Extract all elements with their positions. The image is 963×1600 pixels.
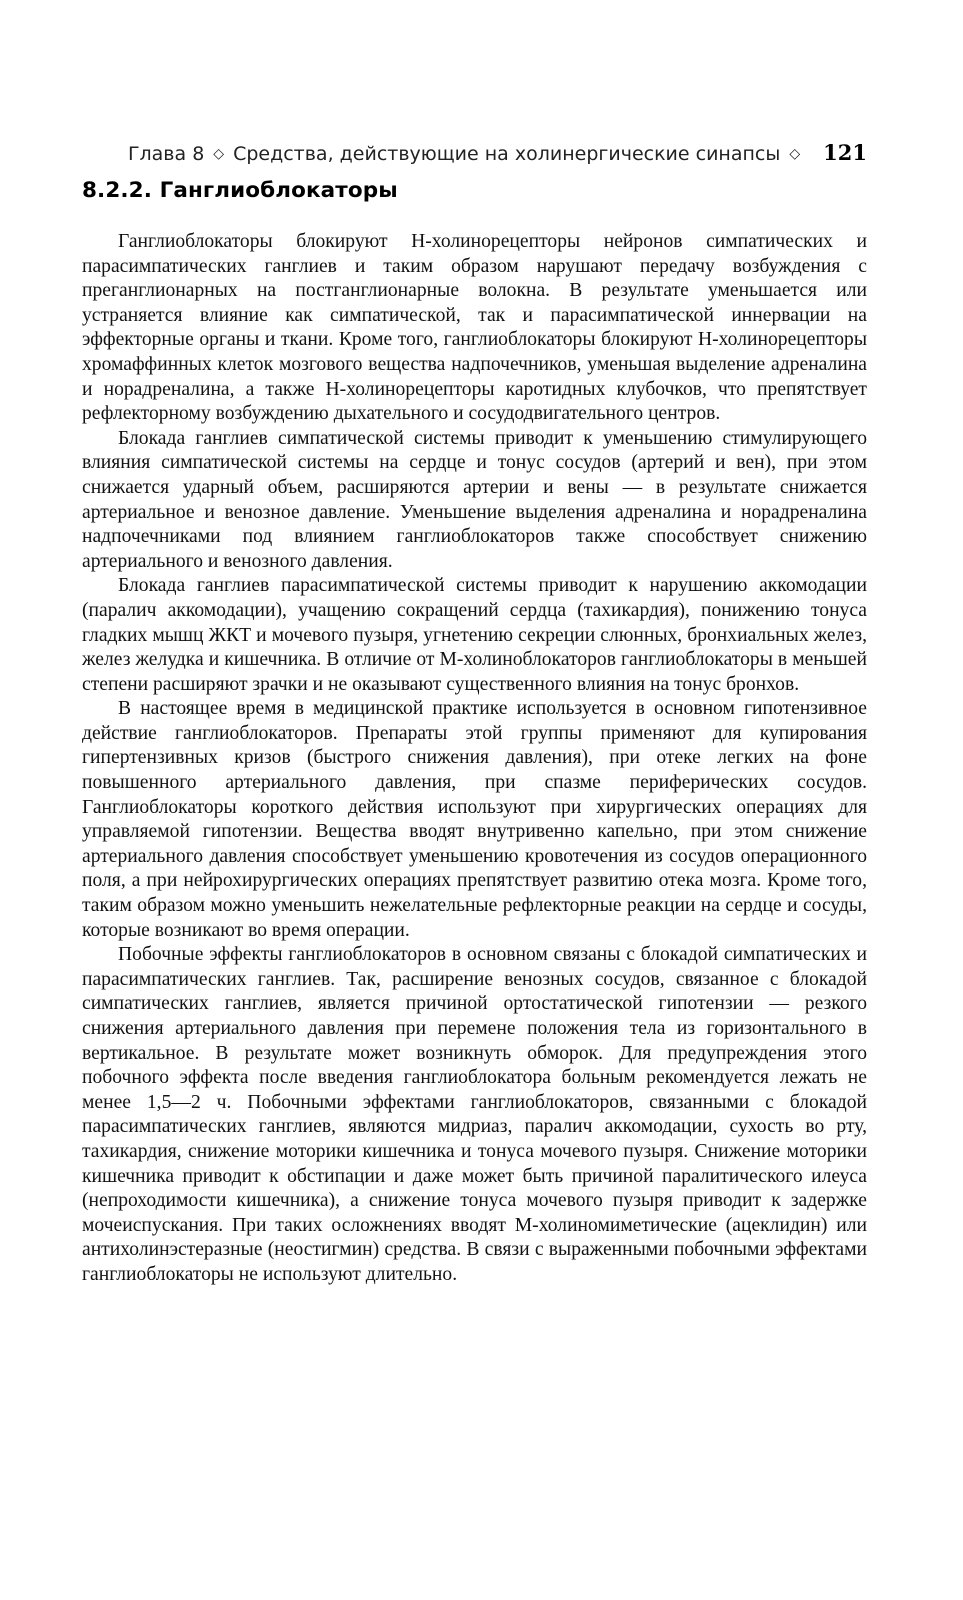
section-title: 8.2.2. Ганглиоблокаторы [82,178,398,203]
book-page [82,140,867,1288]
diamond-separator-icon: ◇ [213,146,225,162]
chapter-subject: Средства, действующие на холинергические синапсы [233,143,781,165]
paragraph: Блокада ганглиев парасимпатической системы приводит к нарушению аккомодации (паралич аккомодации), учащению сокращений сердца (тахикардия), понижению тонуса гладких мышц ЖКТ и мочевого пузыря, угнетению секреции слюнных, бронхиальных желез, желез желудка и кишечника. В отличие от М-холиноблокаторов ганглиоблокаторы в меньшей степени расширяют зрачки и не оказывают существенного влияния на тонус бронхов. [82,575,867,695]
running-head [82,140,867,178]
diamond-separator-icon: ◇ [789,146,801,162]
body-text [82,230,867,1288]
paragraph: Ганглиоблокаторы блокируют Н-холинорецепторы нейронов симпатических и парасимпатических ганглиев и таким образом нарушают передачу возбуждения с преганглионарных на постганглионарные волокна. В результате уменьшается или устраняется влияние как симпатической, так и парасимпатической иннервации на эффекторные органы и ткани. Кроме того, ганглиоблокаторы блокируют Н-холинорецепторы хромаффинных клеток мозгового вещества надпочечников, уменьшая выделение адреналина и норадреналина, а также Н-холинорецепторы каротидных клубочков, что препятствует рефлекторному возбуждению дыхательного и сосудодвигательного центров. [82,231,867,425]
chapter-label: Глава 8 [127,143,205,165]
paragraph: В настоящее время в медицинской практике используется в основном гипотензивное действие ганглиоблокаторов. Препараты этой группы применяют для купирования гипертензивных кризов (быстрого снижения давления), при отеке легких на фоне повышенного артериального давления, при спазме периферических сосудов. Ганглиоблокаторы короткого действия используют при хирургических операциях для управляемой гипотензии. Вещества вводят внутривенно капельно, при этом снижение артериального давления способствует уменьшению кровотечения из сосудов операционного поля, а при нейрохирургических операциях препятствует развитию отека мозга. Кроме того, таким образом можно уменьшить нежелательные рефлекторные реакции на сердце и сосуды, которые возникают во время операции. [82,698,867,941]
paragraph: Побочные эффекты ганглиоблокаторов в основном связаны с блокадой симпатических и парасимпатических ганглиев. Так, расширение венозных сосудов, связанное с блокадой симпатических ганглиев, является причиной ортостатической гипотензии — резкого снижения артериального давления при перемене положения тела из горизонтального в вертикальное. В результате может возникнуть обморок. Для предупреждения этого побочного эффекта после введения ганглиоблокатора больным рекомендуется лежать не менее 1,5—2 ч. Побочными эффектами ганглиоблокаторов, связанными с блокадой парасимпатических ганглиев, являются мидриаз, паралич аккомодации, сухость во рту, тахикардия, снижение моторики кишечника и тонуса мочевого пузыря. Снижение моторики кишечника приводит к обстипации и даже может быть причиной паралитического илеуса (непроходимости кишечника), а снижение тонуса мочевого пузыря приводит к задержке мочеиспускания. При таких осложнениях вводят М-холиномиметические (ацеклидин) или антихолинэстеразные (неостигмин) средства. В связи с выраженными побочными эффектами ганглиоблокаторы не используют длительно. [82,944,867,1285]
paragraph: Блокада ганглиев симпатической системы приводит к уменьшению стимулирующего влияния симпатической системы на сердце и тонус сосудов (артерий и вен), при этом снижается ударный объем, расширяются артерии и вены — в результате снижается артериальное и венозное давление. Уменьшение выделения адреналина и норадреналина надпочечниками под влиянием ганглиоблокаторов также способствует снижению артериального и венозного давления. [82,427,867,572]
page-number: 121 [823,140,867,165]
